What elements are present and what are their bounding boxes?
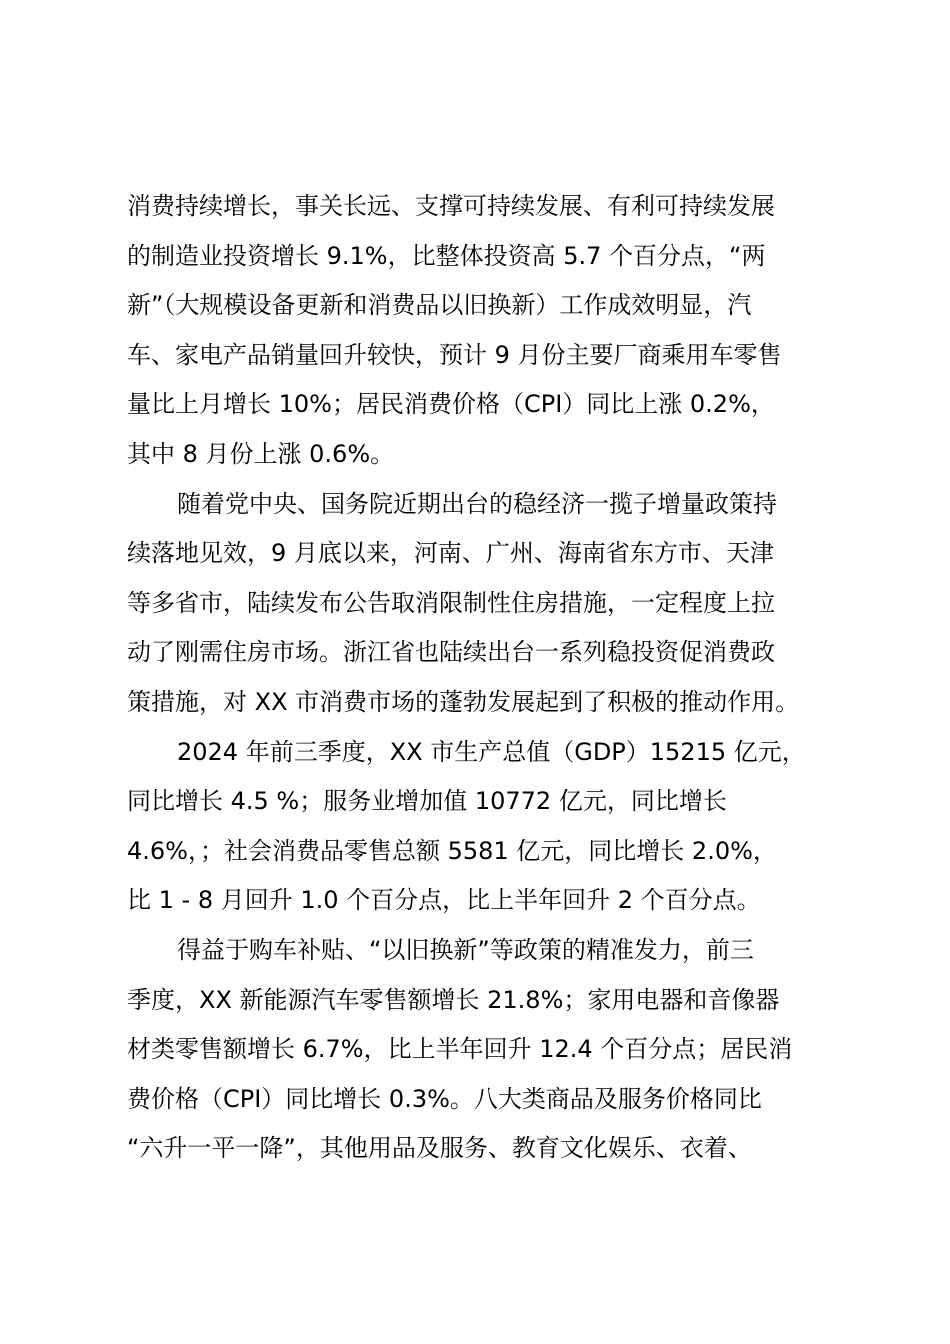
paragraph-gdp-figures xyxy=(127,728,833,926)
text-line: 续落地见效，9 月底以来，河南、广州、海南省东方市、天津 xyxy=(127,539,774,568)
text-line: 的制造业投资增长 9.1%，比整体投资高 5.7 个百分点，“两 xyxy=(127,241,766,270)
paragraph-trade-in-subsidies xyxy=(127,926,833,1174)
text-line: 2024 年前三季度，XX 市生产总值（GDP）15215 亿元， xyxy=(177,737,806,766)
text-line: 等多省市，陆续发布公告取消限制性住房措施，一定程度上拉 xyxy=(127,588,775,617)
text-line: 费价格（CPI）同比增长 0.3%。八大类商品及服务价格同比 xyxy=(127,1084,762,1113)
text-line: 策措施，对 XX 市消费市场的蓬勃发展起到了积极的推动作用。 xyxy=(127,687,800,716)
text-line: 4.6%，；社会消费品零售总额 5581 亿元，同比增长 2.0%， xyxy=(127,836,777,865)
paragraph-policy-measures xyxy=(127,480,833,728)
text-line: 同比增长 4.5 %；服务业增加值 10772 亿元，同比增长 xyxy=(127,787,727,816)
document-body xyxy=(127,182,833,1174)
text-line: 其中 8 月份上涨 0.6%。 xyxy=(127,439,395,468)
text-line: 材类零售额增长 6.7%，比上半年回升 12.4 个百分点；居民消 xyxy=(127,1035,793,1064)
text-line: “六升一平一降”，其他用品及服务、教育文化娱乐、衣着、 xyxy=(127,1134,752,1163)
text-line: 比 1 - 8 月回升 1.0 个百分点，比上半年回升 2 个百分点。 xyxy=(127,886,761,915)
text-line: 量比上月增长 10%；居民消费价格（CPI）同比上涨 0.2%， xyxy=(127,390,775,419)
text-line: 车、家电产品销量回升较快，预计 9 月份主要厂商乘用车零售 xyxy=(127,340,782,369)
text-line: 季度，XX 新能源汽车零售额增长 21.8%；家用电器和音像器 xyxy=(127,985,780,1014)
paragraph-consumption-growth xyxy=(127,182,833,480)
text-line: 得益于购车补贴、“以旧换新”等政策的精准发力，前三 xyxy=(177,935,754,964)
text-line: 消费持续增长，事关长远、支撑可持续发展、有利可持续发展 xyxy=(127,192,775,220)
text-line: 随着党中央、国务院近期出台的稳经济一揽子增量政策持 xyxy=(177,489,777,518)
text-line: 动了刚需住房市场。浙江省也陆续出台一系列稳投资促消费政 xyxy=(127,638,775,667)
text-line: 新”（大规模设备更新和消费品以旧换新）工作成效明显，汽 xyxy=(127,291,752,320)
